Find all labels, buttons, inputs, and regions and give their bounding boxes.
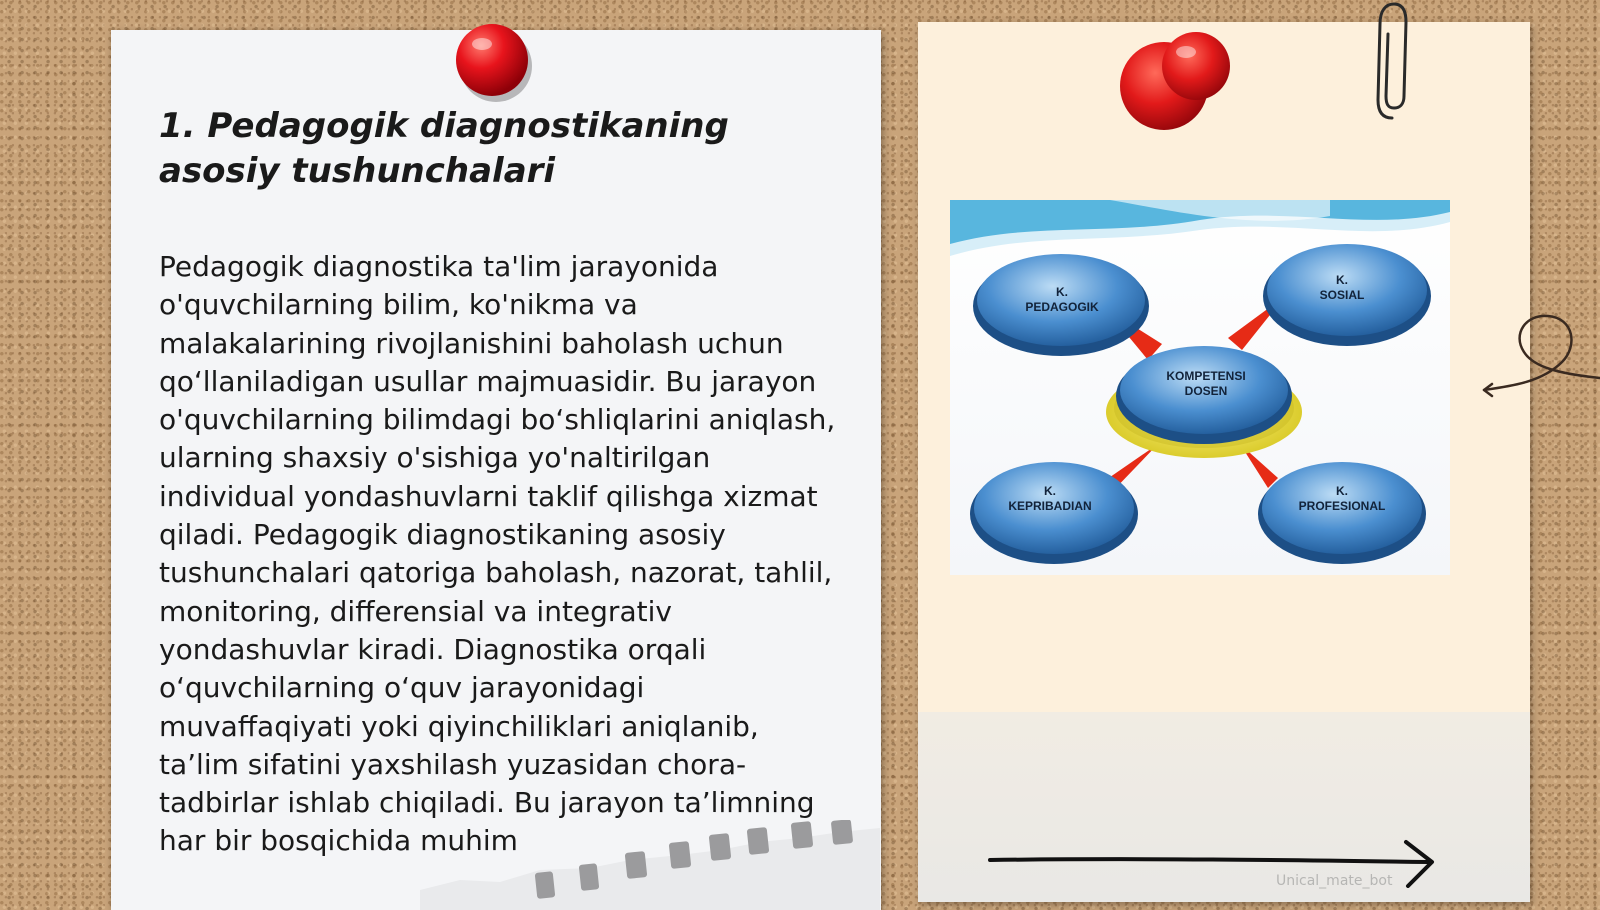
node-pedagogik-label-1: K. xyxy=(1056,285,1068,299)
node-sosial-label-1: K. xyxy=(1336,273,1348,287)
red-push-pin-icon-2 xyxy=(1118,30,1238,134)
center-label-2: DOSEN xyxy=(1184,384,1228,398)
node-pedagogik-label-2: PEDAGOGIK xyxy=(1025,300,1099,314)
node-sosial-label-2: SOSIAL xyxy=(1319,288,1365,302)
node-kepribadian-label-1: K. xyxy=(1044,484,1056,498)
watermark-text: Unical_mate_bot xyxy=(1276,873,1393,889)
slide-text-block xyxy=(159,104,839,861)
competence-diagram xyxy=(950,200,1450,575)
squiggle-doodle-icon xyxy=(1482,312,1600,408)
node-profesional-label-1: K. xyxy=(1336,484,1348,498)
slide-title: 1. Pedagogik diagnostikaning asosiy tushunchalari xyxy=(159,106,729,191)
slide-body-text: Pedagogik diagnostika ta'lim jarayonida o'quvchilarning bilim, ko'nikma va malakalarining rivojlanishini baholash uchun qo‘llaniladigan usullar majmuasidir. Bu jarayon o'quvchilarning bilimdagi bo‘shliqlarini aniqlash, ularning shaxsiy o'sishiga yo'naltirilgan individual yondashuvlarni taklif qilishga xizmat qiladi. Pedagogik diagnostikaning asosiy tushunchalari qatoriga baholash, nazorat, tahlil, monitoring, differensial va integrativ yondashuvlar kiradi. Diagnostika orqali o‘quvchilarning o‘quv jarayonidagi muvaffaqiyati yoki qiyinchiliklari aniqlanib, ta’lim sifatini yaxshilash yuzasidan chora-tadbirlar ishlab chiqiladi. Bu jarayon ta’limning har bir bosqichida muhim xyxy=(159,250,836,858)
paper-clip-icon xyxy=(1372,0,1412,124)
center-label-1: KOMPETENSI xyxy=(1166,369,1246,383)
node-kepribadian-label-2: KEPRIBADIAN xyxy=(1008,499,1092,513)
node-profesional-label-2: PROFESIONAL xyxy=(1298,499,1386,513)
torn-paper-edge xyxy=(420,820,880,910)
left-note-paper xyxy=(111,30,881,910)
red-push-pin-icon xyxy=(452,20,536,104)
